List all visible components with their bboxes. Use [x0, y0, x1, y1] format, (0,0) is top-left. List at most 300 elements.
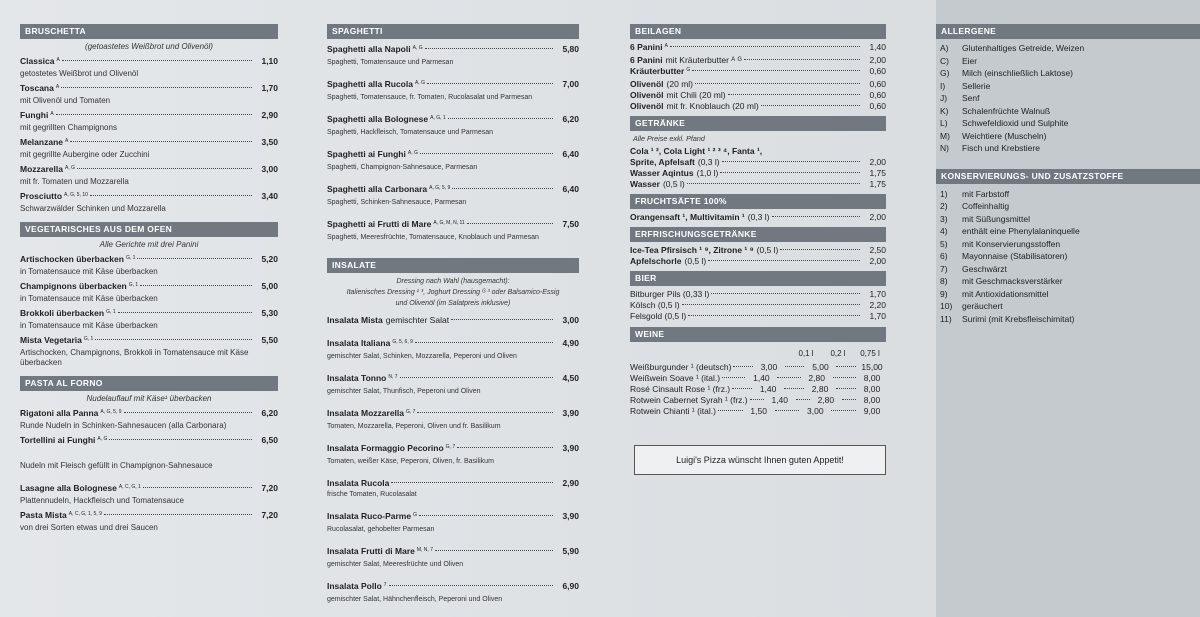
item-row: [20, 281, 278, 294]
legend-value: Fisch und Krebstiere: [962, 143, 1040, 153]
dot-leader: [728, 94, 860, 95]
item-name: Spaghetti alla Rucola: [327, 79, 413, 89]
item-row: [20, 335, 278, 348]
menu-item: [20, 191, 278, 214]
wine-size-label: 0,75 l: [860, 349, 880, 358]
item-description: Nudeln mit Fleisch gefüllt in Champignon-Sahnesauce: [20, 461, 213, 470]
item-name: 6 Panini: [630, 55, 663, 65]
wine-price-medium: 2,80: [817, 395, 835, 405]
dot-leader: [143, 487, 252, 488]
item-price: 6,90: [562, 581, 579, 591]
dot-leader: [400, 377, 553, 378]
dressing-note: Italienisches Dressing ¹ ³, Joghurt Dressing ᴳ ³ oder Balsamico-Essig: [346, 289, 560, 296]
item-name: Funghi: [20, 110, 49, 120]
wine-name: Weißburgunder ¹ (deutsch): [630, 362, 732, 372]
legend-entry: [936, 67, 1200, 80]
allergen-codes: A: [56, 57, 60, 63]
dot-leader: [448, 118, 553, 119]
menu-item: [20, 435, 278, 471]
legend-entry: [936, 225, 1200, 238]
item-description: Tomaten, Mozzarella, Peperoni, Oliven und fr. Basilikum: [327, 423, 501, 430]
dot-leader: [425, 48, 553, 49]
section-header-getraenke: GETRÄNKE: [630, 116, 886, 131]
item-description: Spaghetti, Tomatensauce, fr. Tomaten, Rucolasalat und Parmesan: [327, 94, 533, 101]
menu-item: [327, 408, 579, 431]
wine-price-bottle: 15,00: [861, 362, 883, 372]
allergen-codes: A, G, 5, 10: [64, 192, 88, 198]
item-name: Classica: [20, 56, 55, 66]
wine-price-small: 3,00: [760, 362, 778, 372]
item-row: [20, 510, 278, 523]
allergen-codes: A, G: [414, 80, 425, 86]
item-name: Apfelschorle: [630, 256, 682, 266]
section-header-bruschetta: BRUSCHETTA: [20, 24, 278, 39]
wine-price-bottle: 8,00: [863, 384, 881, 394]
dot-leader: [90, 195, 252, 196]
dot-leader: [775, 410, 800, 411]
section-header-vegetarisch: VEGETARISCHES AUS DEM OFEN: [20, 222, 278, 237]
dot-leader: [118, 312, 252, 313]
item-price: 5,30: [261, 308, 278, 318]
legend-entry: [936, 288, 1200, 301]
allergen-codes: G, 1: [106, 309, 116, 315]
legend-key: L): [940, 118, 948, 128]
allergen-codes: G, 1: [83, 336, 94, 342]
item-extra: (0,5 l): [684, 256, 707, 266]
allergen-codes: A: [50, 111, 54, 117]
greeting-box: Luigi's Pizza wünscht Ihnen guten Appetit!: [634, 445, 886, 475]
item-description: Spaghetti, Champignon-Sahnesauce, Parmesan: [327, 164, 478, 171]
menu-item: [327, 511, 579, 534]
item-description: gemischter Salat, Meeresfrüchte und Oliven: [327, 561, 464, 568]
item-name: 6 Panini: [630, 42, 663, 52]
item-name: Insalata Tonno: [327, 373, 387, 383]
item-description: mit gegrillte Aubergine oder Zucchini: [20, 150, 150, 159]
item-name: Rigatoni alla Panna: [20, 408, 99, 418]
item-row: [20, 191, 278, 204]
menu-item: [327, 315, 579, 326]
item-row: [20, 435, 278, 448]
dot-leader: [451, 319, 553, 320]
item-extra: (1,0 l): [696, 168, 719, 178]
item-extra: gemischter Salat: [385, 315, 450, 325]
item-row: [327, 408, 579, 421]
item-description: gemischter Salat, Schinken, Mozzarella, Peperoni und Oliven: [327, 353, 517, 360]
item-name: Insalata Mozzarella: [327, 408, 405, 418]
menu-column-1: [20, 0, 278, 617]
item-price: 3,00: [562, 315, 579, 325]
item-price: 0,60: [869, 90, 886, 100]
dot-leader: [670, 46, 860, 47]
section-header-fruchtsaefte: FRUCHTSÄFTE 100%: [630, 194, 886, 209]
dot-leader: [109, 439, 252, 440]
item-name: Tortellini ai Funghi: [20, 435, 96, 445]
allergen-codes: A, G: [65, 165, 76, 171]
allergen-codes: A, G, 5, 9: [100, 409, 122, 415]
dot-leader: [389, 585, 553, 586]
spaghetti-list: [327, 44, 579, 242]
menu-item: [327, 79, 579, 102]
item-price: 1,70: [869, 311, 886, 321]
item-row: [327, 315, 579, 326]
dot-leader: [750, 399, 764, 400]
item-name: Melanzane: [20, 137, 63, 147]
item-price: 2,90: [261, 110, 278, 120]
item-price: 1,75: [869, 168, 886, 178]
item-price: 7,20: [261, 510, 278, 520]
dot-leader: [780, 249, 860, 250]
section-header-pasta: PASTA AL FORNO: [20, 376, 278, 391]
item-row: [327, 443, 579, 456]
wine-price-small: 1,40: [771, 395, 789, 405]
item-price: 7,20: [261, 483, 278, 493]
item-row: [20, 408, 278, 421]
legend-value: Glutenhaltiges Getreide, Weizen: [962, 43, 1085, 53]
dot-leader: [420, 153, 553, 154]
item-row: [630, 168, 886, 179]
legend-value: mit Farbstoff: [962, 188, 1010, 199]
item-name: Insalata Ruco-Parme: [327, 511, 412, 521]
dot-leader: [761, 105, 860, 106]
item-name: Ice-Tea Pfirsisch ¹ ⁹, Zitrone ¹ ⁹: [630, 245, 754, 255]
item-description: gemischter Salat, Thunfisch, Peperoni und Oliven: [327, 388, 481, 395]
menu-item: [327, 44, 579, 67]
allergen-codes: G, 1: [128, 282, 139, 288]
item-name: Mista Vegetaria: [20, 335, 82, 345]
dot-leader: [785, 366, 805, 367]
item-row: [630, 79, 886, 90]
item-price: 7,00: [562, 79, 579, 89]
menu-item: [20, 83, 278, 106]
item-description: frische Tomaten, Rucolasalat: [327, 491, 417, 498]
menu-item: [20, 137, 278, 160]
item-row: [327, 44, 579, 57]
wine-price-medium: 5,00: [812, 362, 829, 372]
legend-key: A): [940, 43, 949, 53]
item-price: 3,40: [261, 191, 278, 201]
menu-item: [20, 56, 278, 79]
item-name: Brokkoli überbacken: [20, 308, 105, 318]
dot-leader: [722, 161, 860, 162]
item-price: 1,70: [261, 83, 278, 93]
dot-leader: [124, 412, 252, 413]
dot-leader: [457, 447, 553, 448]
item-description: gemischter Salat, Hähnchenfleisch, Peperoni und Oliven: [327, 596, 503, 603]
dressing-note: und Olivenöl (im Salatpreis inklusive): [395, 300, 511, 307]
section-header-bier: BIER: [630, 271, 886, 286]
item-price: 2,00: [869, 256, 886, 266]
item-row: [327, 184, 579, 197]
item-name: Spaghetti ai Frutti di Mare: [327, 219, 432, 229]
legend-entry: [936, 80, 1200, 93]
allergen-codes: A, C, G, 1, 5, 9: [68, 511, 102, 517]
dot-leader: [62, 60, 252, 61]
menu-item: [327, 373, 579, 396]
wine-size-label: 0,2 l: [830, 349, 846, 358]
item-name: Olivenöl: [630, 90, 664, 100]
menu-column-2: [327, 0, 579, 617]
item-description: Tomaten, weißer Käse, Peperoni, Oliven, fr. Basilikum: [327, 458, 494, 465]
item-price: 6,20: [562, 114, 579, 124]
menu-item: [20, 510, 278, 533]
allergen-codes: A, G, 1: [430, 115, 446, 121]
item-row: [630, 90, 886, 101]
menu-item: [327, 581, 579, 604]
wine-size-label: 0,1 l: [798, 349, 814, 358]
menu-item: [327, 443, 579, 466]
dot-leader: [417, 412, 553, 413]
dot-leader: [140, 285, 252, 286]
item-price: 5,50: [261, 335, 278, 345]
beilagen-list: [630, 42, 886, 112]
legend-value: Milch (einschließlich Laktose): [962, 68, 1074, 78]
allergen-codes: A, G: [407, 150, 418, 156]
legend-value: mit Geschmacksverstärker: [962, 276, 1063, 286]
dressing-note: Dressing nach Wahl (hausgemacht):: [396, 278, 510, 285]
item-description: Runde Nudeln in Schinken-Sahnesaucen (alla Carbonara): [20, 421, 227, 430]
legend-entry: [936, 238, 1200, 251]
item-description: Rucolasalat, gehobelter Parmesan: [327, 526, 435, 533]
item-row: [327, 114, 579, 127]
allergen-codes: G, 5, 6, 9: [392, 339, 413, 345]
item-name: Wasser Aqintus: [630, 168, 694, 178]
item-extra: mit Chili (20 ml): [666, 90, 726, 100]
wine-price-small: 1,50: [750, 406, 767, 416]
menu-item: [327, 219, 579, 242]
dot-leader: [842, 399, 856, 400]
legend-key: 6): [940, 251, 948, 261]
dot-leader: [692, 70, 860, 71]
dot-leader: [77, 168, 252, 169]
item-row: [327, 373, 579, 386]
legend-entry: [936, 200, 1200, 213]
item-row: [630, 256, 886, 267]
item-row: [630, 179, 886, 190]
dot-leader: [720, 172, 860, 173]
dot-leader: [831, 410, 856, 411]
menu-item: [20, 408, 278, 431]
legend-value: Schalenfrüchte Walnuß: [962, 105, 1051, 116]
legend-value: mit Antioxidationsmittel: [962, 288, 1049, 299]
item-description: Artischocken, Champignons, Brokkoli in Tomatensauce mit Käse überbacken: [20, 348, 249, 367]
wine-row: [630, 362, 886, 373]
item-price: 5,80: [562, 44, 579, 54]
item-name: Olivenöl: [630, 79, 664, 89]
dot-leader: [733, 366, 753, 367]
item-description: in Tomatensauce mit Käse überbacken: [20, 267, 158, 276]
item-row: [630, 311, 886, 322]
item-description: Spaghetti, Hackfleisch, Tomatensauce und Parmesan: [327, 129, 494, 136]
item-name: Sprite, Apfelsaft: [630, 157, 695, 167]
item-description: Spaghetti, Meeresfrüchte, Tomatensauce, Knoblauch und Parmesan: [327, 234, 539, 241]
item-row: [327, 546, 579, 559]
item-price: 6,40: [562, 184, 579, 194]
weine-list: [630, 362, 886, 417]
legend-value: Sellerie: [962, 80, 991, 91]
item-price: 3,00: [261, 164, 278, 174]
section-note: Alle Preise exkl. Pfand: [633, 134, 705, 143]
bier-list: [630, 289, 886, 322]
wine-name: Rotwein Chianti ¹ (ital.): [630, 406, 716, 416]
wine-price-medium: 3,00: [807, 406, 824, 416]
menu-item: [20, 308, 278, 331]
item-name: Insalata Rucola: [327, 478, 390, 488]
item-row: [20, 254, 278, 267]
allergen-codes: G: [686, 67, 691, 73]
erfrischung-list: [630, 245, 886, 267]
dot-leader: [718, 410, 743, 411]
dot-leader: [777, 377, 800, 378]
wine-price-medium: 2,80: [811, 384, 829, 394]
legend-value: Schwefeldioxid und Sulphite: [962, 118, 1069, 128]
item-description: Spaghetti, Tomatensauce und Parmesan: [327, 59, 454, 66]
wine-price-medium: 2,80: [808, 373, 825, 383]
item-name: Wasser: [630, 179, 660, 189]
item-description: Spaghetti, Schinken-Sahnesauce, Parmesan: [327, 199, 467, 206]
item-row: [630, 101, 886, 112]
legend-key: 2): [940, 201, 948, 211]
legend-entry: [936, 263, 1200, 276]
item-name: Lasagne alla Bolognese: [20, 483, 117, 493]
allergen-codes: A, G: [412, 45, 423, 51]
item-name: Pasta Mista: [20, 510, 67, 520]
menu-item: [327, 149, 579, 172]
wine-price-bottle: 8,00: [863, 395, 881, 405]
dot-leader: [708, 260, 860, 261]
item-name: Insalata Pollo: [327, 581, 382, 591]
dot-leader: [56, 114, 252, 115]
item-row: [630, 300, 886, 311]
dot-leader: [772, 216, 861, 217]
item-name: Prosciutto: [20, 191, 63, 201]
legend-value: Surimi (mit Krebsfleischimitat): [962, 313, 1075, 324]
item-row: [327, 338, 579, 351]
item-price: 7,50: [562, 219, 579, 229]
legend-key: 1): [940, 188, 948, 199]
legend-entry: [936, 55, 1200, 68]
dot-leader: [796, 399, 810, 400]
menu-item: [20, 335, 278, 368]
item-row: [20, 308, 278, 321]
legend-entry: [936, 213, 1200, 226]
item-row: [630, 289, 886, 300]
dot-leader: [435, 550, 553, 551]
legend-entry: [936, 92, 1200, 105]
legend-key: 7): [940, 263, 948, 274]
wine-price-small: 1,40: [753, 373, 770, 383]
item-price: 1,10: [261, 56, 278, 66]
legend-key: 8): [940, 276, 948, 286]
allergene-list: [936, 42, 1200, 155]
item-name: Insalata Italiana: [327, 338, 391, 348]
legend-key: J): [940, 93, 948, 103]
legend-entry: [936, 275, 1200, 288]
wine-name: Rotwein Cabernet Syrah ¹ (frz.): [630, 395, 748, 405]
wine-price-bottle: 9,00: [863, 406, 881, 416]
legend-value: Eier: [962, 55, 978, 66]
section-note: (getoastetes Weißbrot und Olivenöl): [85, 42, 213, 51]
legend-key: K): [940, 105, 949, 116]
legend-key: N): [940, 143, 949, 153]
item-price: 2,50: [869, 245, 886, 255]
dot-leader: [427, 83, 553, 84]
item-price: 3,90: [562, 408, 579, 418]
menu-item: [20, 281, 278, 304]
item-name: Spaghetti alla Napoli: [327, 44, 411, 54]
item-price: 6,50: [261, 435, 278, 445]
legend-entry: [936, 188, 1200, 201]
item-price: 3,90: [562, 511, 579, 521]
item-price: 2,90: [562, 478, 579, 488]
dot-leader: [137, 258, 252, 259]
item-name: Insalata Mista: [327, 315, 383, 325]
item-description: mit fr. Tomaten und Mozzarella: [20, 177, 129, 186]
pasta-list: [20, 408, 278, 533]
allergen-codes: A: [55, 84, 60, 90]
wine-row: [630, 395, 886, 406]
allergen-codes: A, G, 5, 9: [429, 185, 451, 191]
item-description: von drei Sorten etwas und drei Saucen: [20, 523, 158, 532]
dot-leader: [687, 183, 860, 184]
item-row: [630, 55, 886, 66]
item-name: Spaghetti ai Funghi: [327, 149, 406, 159]
section-note: Alle Gerichte mit drei Panini: [99, 240, 199, 249]
menu-item: [20, 164, 278, 187]
item-extra: (0,5 l): [662, 179, 685, 189]
section-header-insalate: INSALATE: [327, 258, 579, 273]
wine-name: Rosé Cinsault Rose ¹ (frz.): [630, 384, 731, 394]
menu-item: [327, 184, 579, 207]
item-description: Schwarzwälder Schinken und Mozzarella: [20, 204, 166, 213]
allergen-codes: A, G, M, N, 11: [433, 220, 465, 226]
item-row: Cola ¹ ², Cola Light ¹ ² ³ ⁴, Fanta ¹,: [630, 146, 763, 156]
item-extra: (0,3 l): [697, 157, 720, 167]
menu-item: [327, 546, 579, 569]
dot-leader: [836, 366, 856, 367]
allergen-codes: G: [413, 512, 417, 518]
bruschetta-list: [20, 56, 278, 214]
item-row: [20, 137, 278, 150]
item-description: getostetes Weißbrot und Olivenöl: [20, 69, 139, 78]
legend-key: 4): [940, 226, 948, 236]
item-extra: mit fr. Knoblauch (20 ml): [666, 101, 759, 111]
item-price: 4,50: [562, 373, 579, 383]
wine-size-header: [790, 349, 886, 358]
menu-item: [20, 254, 278, 277]
dot-leader: [104, 514, 252, 515]
allergen-codes: G, 7: [406, 409, 416, 415]
item-extra: (0,3 l): [747, 212, 770, 222]
legend-value: Geschwärzt: [962, 263, 1007, 274]
fruchtsaefte-list: [630, 212, 886, 223]
dot-leader: [70, 141, 252, 142]
item-price: 0,60: [869, 66, 886, 76]
item-name: Orangensaft ¹, Multivitamin ¹: [630, 212, 745, 222]
item-price: 2,00: [869, 55, 886, 65]
dot-leader: [836, 388, 856, 389]
legend-entry: [936, 142, 1200, 155]
dot-leader: [452, 188, 553, 189]
section-header-erfrischung: ERFRISCHUNGSGETRÄNKE: [630, 227, 886, 242]
wine-row: [630, 406, 886, 417]
dot-leader: [391, 482, 553, 483]
konservierung-list: [936, 188, 1200, 326]
item-price: 6,20: [261, 408, 278, 418]
item-row: [630, 212, 886, 223]
dot-leader: [419, 515, 553, 516]
dot-leader: [682, 304, 860, 305]
item-description: in Tomatensauce mit Käse überbacken: [20, 321, 158, 330]
